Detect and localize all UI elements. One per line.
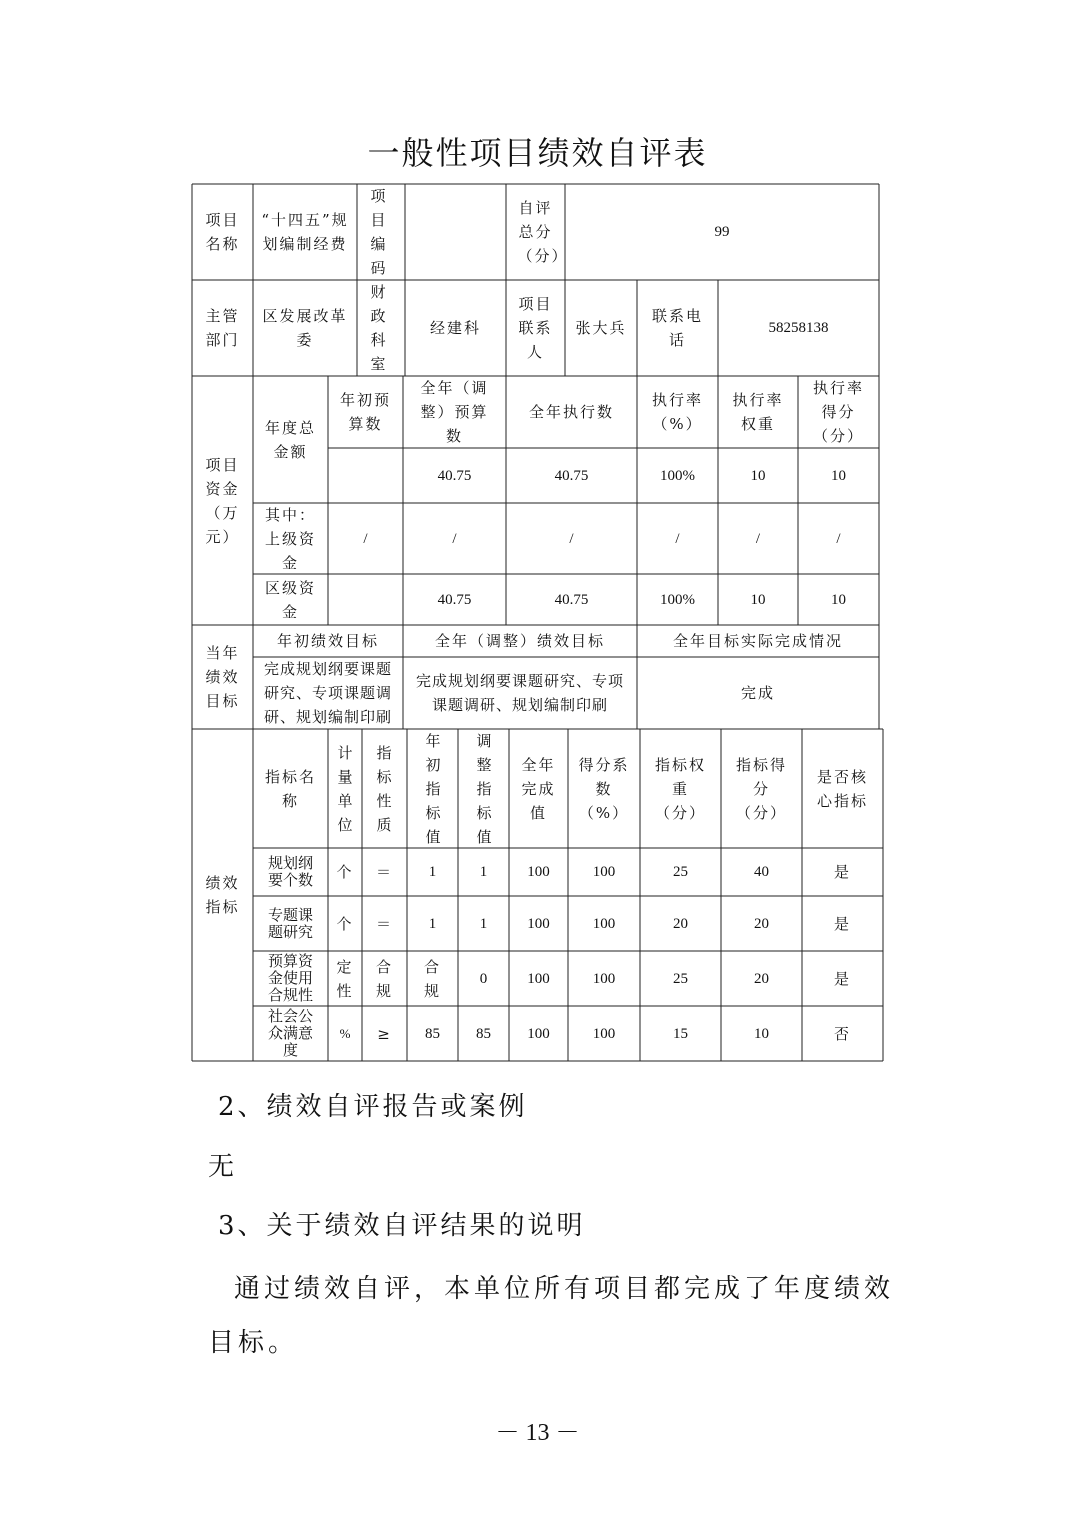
dept-value: 区发展改革委 xyxy=(262,307,348,349)
dept-label: 主管部门 xyxy=(205,307,240,349)
ind-row-initial: 85 xyxy=(425,1025,440,1042)
ind-row-unit: 个 xyxy=(336,914,354,933)
funds-total-rate: 100% xyxy=(660,467,695,484)
ind-row-nature: ＝ xyxy=(375,914,393,933)
ind-row-weight: 20 xyxy=(673,915,688,932)
ind-row-score: 40 xyxy=(754,864,769,880)
ind-row-unit: 定性 xyxy=(336,957,354,1000)
score-value: 99 xyxy=(714,224,730,240)
funds-upper-score: / xyxy=(836,530,841,547)
ind-header-core: 是否核心指标 xyxy=(816,767,868,810)
funds-total-weight: 10 xyxy=(750,467,766,484)
funds-district-adjusted: 40.75 xyxy=(437,591,472,608)
section3-heading: 3、关于绩效自评结果的说明 xyxy=(218,1211,586,1241)
ind-row-adjusted: 1 xyxy=(479,915,488,932)
funds-total-executed: 40.75 xyxy=(554,467,589,484)
ind-row-core: 是 xyxy=(833,969,851,988)
goals-label: 当年绩效目标 xyxy=(205,644,240,710)
ind-row-name: 预算资金使用合规性 xyxy=(267,952,313,1004)
ind-row-adjusted: 1 xyxy=(479,864,488,880)
ind-row-coefficient: 100 xyxy=(592,1025,616,1042)
ind-header-score: 指标得分（分） xyxy=(735,755,787,822)
project-code-value xyxy=(405,184,506,280)
ind-header-initial: 年初指标值 xyxy=(425,731,441,846)
funds-district-rate: 100% xyxy=(660,591,695,608)
ind-header-nature: 指标性质 xyxy=(376,743,392,834)
ind-row-completed: 100 xyxy=(527,970,550,987)
funds-col-weight: 执行率权重 xyxy=(732,391,784,433)
ind-row-score: 10 xyxy=(754,1025,769,1042)
ind-row-coefficient: 100 xyxy=(592,864,616,880)
contact-label: 项目联系人 xyxy=(518,295,553,361)
ind-row-completed: 100 xyxy=(527,915,550,932)
goals-actual-text: 完成 xyxy=(740,684,775,702)
funds-col-rate: 执行率（%） xyxy=(651,391,703,433)
funds-upper-adjusted: / xyxy=(452,530,457,547)
contact-value: 张大兵 xyxy=(575,319,627,337)
finance-value: 经建科 xyxy=(429,319,481,337)
funds-row-total-label: 年度总金额 xyxy=(264,418,316,461)
funds-district-score: 10 xyxy=(831,591,846,608)
ind-row-core: 否 xyxy=(833,1024,851,1043)
funds-upper-rate: / xyxy=(675,530,680,547)
ind-row-initial: 1 xyxy=(428,915,437,932)
page-title: 一般性项目绩效自评表 xyxy=(367,134,708,172)
section2-heading: 2、绩效自评报告或案例 xyxy=(218,1092,528,1122)
funds-col-initial: 年初预算数 xyxy=(339,391,391,433)
funds-label: 项目资金（万元） xyxy=(205,455,240,546)
ind-row-name: 社会公众满意度 xyxy=(267,1007,313,1059)
funds-row-district-label: 区级资金 xyxy=(264,578,316,621)
ind-row-score: 20 xyxy=(754,915,769,932)
ind-row-nature: 合规 xyxy=(375,957,393,1000)
ind-header-completed: 全年完成值 xyxy=(521,755,556,822)
score-label: 自评总分（分） xyxy=(517,199,569,265)
ind-row-coefficient: 100 xyxy=(592,970,616,987)
project-name-value: “十四五”规划编制经费 xyxy=(261,211,349,253)
ind-row-core: 是 xyxy=(833,863,851,881)
ind-row-initial: 1 xyxy=(428,864,437,880)
ind-row-score: 20 xyxy=(754,970,769,987)
ind-row-initial: 合规 xyxy=(423,957,441,1000)
funds-col-score: 执行率得分（分） xyxy=(812,379,864,445)
ind-row-weight: 25 xyxy=(673,864,688,880)
ind-row-weight: 25 xyxy=(673,970,688,987)
page-number: － 13 － xyxy=(495,1420,580,1446)
ind-header-adjusted: 调整指标值 xyxy=(476,731,492,846)
funds-district-executed: 40.75 xyxy=(554,591,589,608)
ind-header-unit: 计量单位 xyxy=(337,743,353,834)
goals-adjusted-text: 完成规划纲要课题研究、专项课题调研、规划编制印刷 xyxy=(415,672,624,714)
ind-row-weight: 15 xyxy=(673,1025,688,1042)
ind-row-name: 规划纲要个数 xyxy=(267,854,313,889)
goals-col-actual: 全年目标实际完成情况 xyxy=(672,632,843,650)
ind-row-adjusted: 0 xyxy=(479,970,488,987)
funds-upper-executed: / xyxy=(569,530,574,547)
funds-total-score: 10 xyxy=(831,467,846,484)
ind-row-nature: ＝ xyxy=(375,863,393,881)
funds-upper-initial: / xyxy=(363,530,368,547)
phone-value: 58258138 xyxy=(768,320,829,336)
ind-header-weight: 指标权重（分） xyxy=(654,755,706,822)
funds-row-upper-label: 其中：上级资金 xyxy=(264,505,316,572)
funds-total-adjusted: 40.75 xyxy=(437,467,472,484)
goals-initial-text: 完成规划纲要课题研究、专项课题调研、规划编制印刷 xyxy=(263,660,392,726)
ind-row-coefficient: 100 xyxy=(592,915,616,932)
section2-body: 无 xyxy=(208,1152,238,1182)
funds-district-weight: 10 xyxy=(750,591,766,608)
phone-label: 联系电话 xyxy=(651,307,703,349)
ind-row-completed: 100 xyxy=(527,864,550,880)
funds-col-adjusted: 全年（调整）预算数 xyxy=(420,379,489,445)
goals-col-initial: 年初绩效目标 xyxy=(276,632,379,650)
ind-header-coefficient: 得分系数（%） xyxy=(578,755,630,822)
ind-row-core: 是 xyxy=(833,914,851,933)
ind-header-name: 指标名称 xyxy=(264,767,316,810)
project-name-label: 项目名称 xyxy=(205,211,240,253)
goals-col-adjusted: 全年（调整）绩效目标 xyxy=(434,632,605,650)
funds-upper-weight: / xyxy=(755,530,761,547)
ind-row-adjusted: 85 xyxy=(476,1025,491,1042)
funds-district-initial xyxy=(328,574,403,625)
funds-col-executed: 全年执行数 xyxy=(528,403,614,421)
indicators-label: 绩效指标 xyxy=(205,874,240,916)
finance-label: 财政科室 xyxy=(370,283,386,373)
ind-row-name: 专题课题研究 xyxy=(267,905,313,941)
project-code-label: 项目编码 xyxy=(370,187,386,277)
ind-row-nature: ≥ xyxy=(377,1024,392,1043)
section3-body: 通过绩效自评，本单位所有项目都完成了年度绩效目标。 xyxy=(208,1274,895,1358)
ind-row-unit: 个 xyxy=(336,863,354,881)
funds-total-initial xyxy=(328,448,403,503)
ind-row-unit: % xyxy=(339,1025,351,1041)
ind-row-completed: 100 xyxy=(527,1025,550,1042)
